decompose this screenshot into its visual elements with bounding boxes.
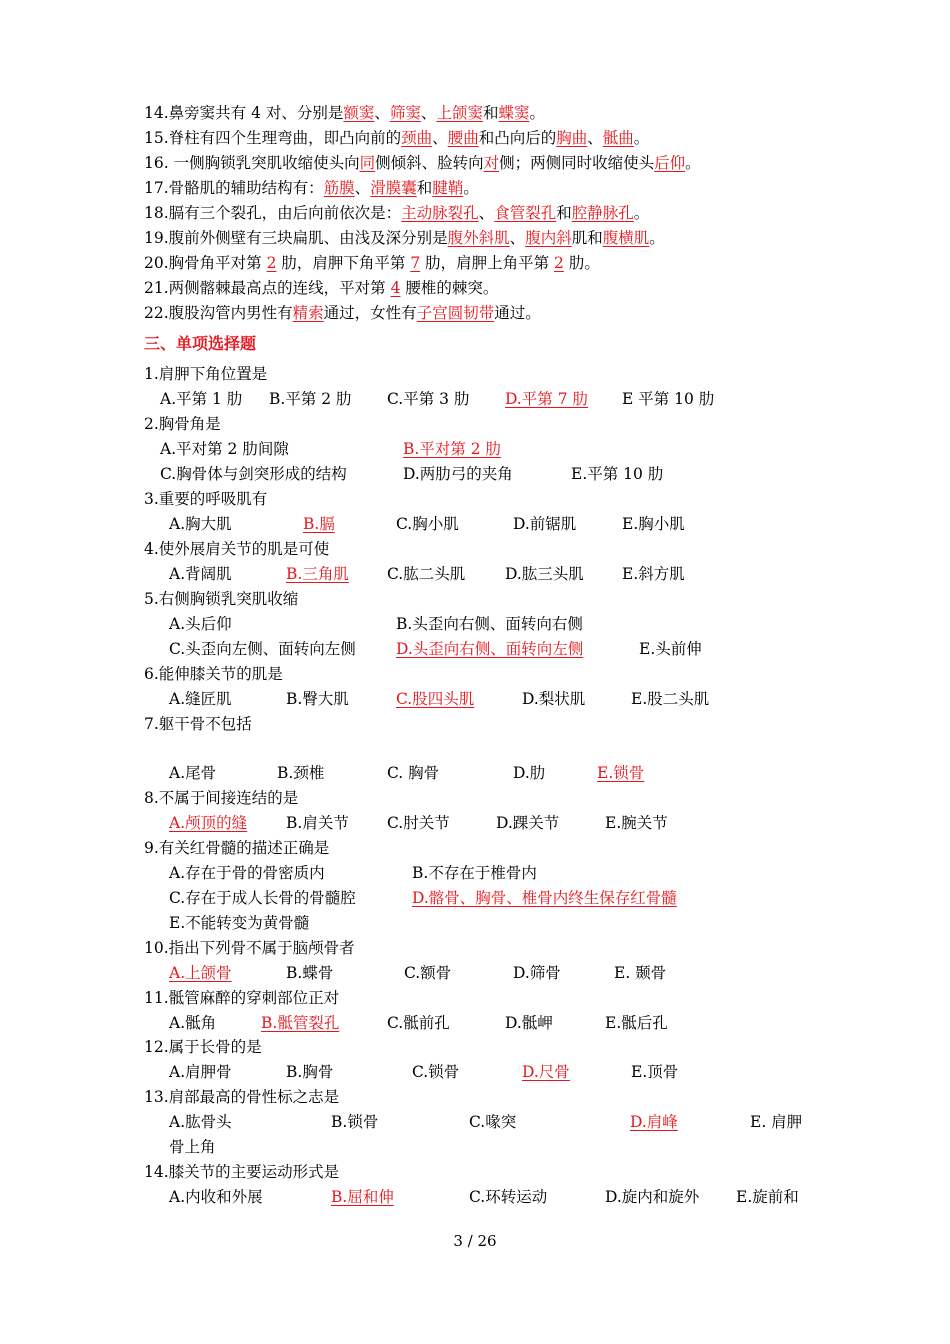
line-text: 。 [685, 154, 701, 172]
line-text: 肋，肩胛下角平第 [276, 254, 411, 272]
line-text: 15.脊柱有四个生理弯曲，即凸向前的 [144, 129, 402, 147]
correct-option: A.颅顶的缝 [169, 814, 248, 832]
line-text: 、 [432, 129, 448, 147]
answer-text: 腹内斜 [525, 229, 572, 247]
fill-blank-question [144, 151, 701, 176]
option: B.平第 2 肋 [269, 390, 352, 408]
question-stem: 10.指出下列骨不属于脑颅骨者 [144, 939, 355, 957]
line-text: 肋。 [563, 254, 600, 272]
question-stem: 11.骶管麻醉的穿刺部位正对 [144, 989, 340, 1007]
answer-text: 2 [266, 254, 277, 272]
line-text: 18.膈有三个裂孔，由后向前依次是： [144, 204, 402, 222]
question-stem: 13.肩部最高的骨性标之志是 [144, 1088, 340, 1106]
line-text: 、 [587, 129, 603, 147]
line-text: 。 [463, 179, 479, 197]
answer-text: 上颌窦 [436, 104, 483, 122]
correct-option: B.平对第 2 肋 [403, 440, 502, 458]
option: C.胸骨体与剑突形成的结构 [160, 465, 347, 483]
option: 骨上角 [169, 1138, 216, 1156]
answer-text: 主动脉裂孔 [401, 204, 479, 222]
answer-text: 食管裂孔 [494, 204, 557, 222]
option: A.肱骨头 [169, 1113, 232, 1131]
answer-text: 同 [359, 154, 376, 172]
line-text: 和 [556, 204, 572, 222]
line-text: 。 [529, 104, 545, 122]
option: E.股二头肌 [631, 690, 710, 708]
question-stem: 5.右侧胸锁乳突肌收缩 [144, 590, 299, 608]
option: E.斜方肌 [622, 565, 685, 583]
option: B.臀大肌 [286, 690, 349, 708]
answer-text: 腰曲 [447, 129, 479, 147]
option: A.平第 1 肋 [160, 390, 243, 408]
line-text: 16. 一侧胸锁乳突肌收缩使头向 [144, 154, 360, 172]
answer-text: 精索 [292, 304, 324, 322]
line-text: 侧倾斜、脸转向 [375, 154, 484, 172]
answer-text: 子宫圆韧带 [416, 304, 495, 322]
correct-option: D.髂骨、胸骨、椎骨内终生保存红骨髓 [412, 889, 677, 907]
line-text: 。 [633, 129, 650, 147]
question-stem: 2.胸骨角是 [144, 415, 221, 433]
fill-blank-question [144, 226, 665, 251]
option: B.头歪向右侧、面转向右侧 [396, 615, 583, 633]
line-text: 腰椎的棘突。 [400, 279, 499, 297]
option: E.头前伸 [639, 640, 702, 658]
answer-text: 颈曲 [401, 129, 433, 147]
option: D.肋 [513, 764, 546, 782]
correct-option: A.上颌骨 [169, 964, 232, 982]
line-text: 20.胸骨角平对第 [144, 254, 267, 272]
option: B.蝶骨 [286, 964, 334, 982]
option: C.肱二头肌 [387, 565, 466, 583]
option: E.骶后孔 [605, 1014, 668, 1032]
answer-text: 筛窦 [389, 104, 421, 122]
option: B.不存在于椎骨内 [412, 864, 537, 882]
line-text: 肋，肩胛上角平第 [420, 254, 555, 272]
question-stem: 14.膝关节的主要运动形式是 [144, 1163, 340, 1181]
option: E.顶骨 [631, 1063, 679, 1081]
option: D.梨状肌 [522, 690, 586, 708]
page-number: 3 / 26 [453, 1232, 497, 1250]
line-text: 和 [416, 179, 433, 197]
line-text: 21.两侧髂棘最高点的连线，平对第 [144, 279, 391, 297]
option: C.胸小肌 [396, 515, 459, 533]
option: E.胸小肌 [622, 515, 685, 533]
option: E.腕关节 [605, 814, 668, 832]
option: E 平第 10 肋 [622, 390, 715, 408]
answer-text: 对 [483, 154, 500, 172]
answer-text: 胸曲 [556, 129, 588, 147]
correct-option: D.尺骨 [522, 1063, 570, 1081]
answer-text: 4 [390, 279, 401, 297]
line-text: 、 [509, 229, 526, 247]
option: C. 胸骨 [387, 764, 440, 782]
answer-text: 腹外斜肌 [447, 229, 510, 247]
correct-option: B.膈 [303, 515, 335, 533]
option: B.颈椎 [277, 764, 325, 782]
option: A.存在于骨的骨密质内 [169, 864, 325, 882]
correct-option: C.股四头肌 [396, 690, 475, 708]
line-text: 。 [633, 204, 650, 222]
line-text: 通过，女性有 [323, 304, 417, 322]
question-stem: 3.重要的呼吸肌有 [144, 490, 268, 508]
option: E.不能转变为黄骨髓 [169, 914, 310, 932]
option: C.喙突 [469, 1113, 517, 1131]
option: D.筛骨 [513, 964, 561, 982]
line-text: 22.腹股沟管内男性有 [144, 304, 293, 322]
option: D.肱三头肌 [505, 565, 584, 583]
correct-option: D.平第 7 肋 [505, 390, 589, 408]
line-text: 17.骨骼肌的辅助结构有： [144, 179, 324, 197]
option: B.胸骨 [286, 1063, 334, 1081]
fill-blank-question [144, 126, 649, 151]
option: C.环转运动 [469, 1188, 548, 1206]
option: C.肘关节 [387, 814, 450, 832]
option: A.缝匠肌 [169, 690, 232, 708]
answer-text: 骶曲 [602, 129, 634, 147]
fill-blank-question [144, 201, 649, 226]
line-text: 和 [482, 104, 499, 122]
question-stem: 9.有关红骨髓的描述正确是 [144, 839, 330, 857]
correct-option: D.头歪向右侧、面转向左侧 [396, 640, 584, 658]
option: A.尾骨 [169, 764, 217, 782]
line-text: 19.腹前外侧壁有三块扁肌、由浅及深分别是 [144, 229, 448, 247]
line-text: 、 [478, 204, 495, 222]
answer-text: 2 [554, 254, 564, 272]
line-text: 侧；两侧同时收缩使头 [499, 154, 655, 172]
option: A.平对第 2 肋间隙 [160, 440, 289, 458]
fill-blank-question [144, 101, 545, 126]
fill-blank-question [144, 301, 541, 326]
option: B.肩关节 [286, 814, 349, 832]
question-stem: 1.肩胛下角位置是 [144, 365, 268, 383]
fill-blank-question [144, 251, 600, 276]
option: C.额骨 [404, 964, 452, 982]
option: D.旋内和旋外 [605, 1188, 700, 1206]
line-text: 肌和 [571, 229, 603, 247]
answer-text: 筋膜 [323, 179, 355, 197]
option: C.骶前孔 [387, 1014, 450, 1032]
option: D.两肋弓的夹角 [403, 465, 513, 483]
option: A.骶角 [169, 1014, 217, 1032]
answer-text: 腹横肌 [602, 229, 650, 247]
option: B.锁骨 [331, 1113, 379, 1131]
fill-blank-question [144, 276, 498, 301]
correct-option: E.锁骨 [597, 764, 645, 782]
correct-option: B.屈和伸 [331, 1188, 394, 1206]
question-stem: 12.属于长骨的是 [144, 1038, 262, 1056]
option: A.肩胛骨 [169, 1063, 232, 1081]
question-stem: 6.能伸膝关节的肌是 [144, 665, 283, 683]
line-text: 、 [354, 179, 371, 197]
line-text: 、 [420, 104, 437, 122]
option: E. 颞骨 [614, 964, 667, 982]
option: D.前锯肌 [513, 515, 577, 533]
fill-blank-question [144, 176, 479, 201]
answer-text: 蝶窦 [498, 104, 530, 122]
correct-option: B.三角肌 [286, 565, 349, 583]
option: A.内收和外展 [169, 1188, 263, 1206]
line-text: 。 [649, 229, 665, 247]
answer-text: 后仰 [654, 154, 686, 172]
question-stem: 7.躯干骨不包括 [144, 715, 252, 733]
option: C.头歪向左侧、面转向左侧 [169, 640, 356, 658]
line-text: 14.鼻旁窦共有 4 对、分别是 [144, 104, 344, 122]
section-title: 三、单项选择题 [144, 334, 257, 353]
correct-option: D.肩峰 [630, 1113, 678, 1131]
option: E. 肩胛 [750, 1113, 803, 1131]
answer-text: 7 [410, 254, 421, 272]
option: A.背阔肌 [169, 565, 232, 583]
answer-text: 额窦 [343, 104, 375, 122]
option: A.胸大肌 [169, 515, 232, 533]
option: D.骶岬 [505, 1014, 553, 1032]
answer-text: 腱鞘 [432, 179, 464, 197]
answer-text: 腔静脉孔 [571, 204, 634, 222]
option: E.平第 10 肋 [571, 465, 664, 483]
option: E.旋前和 [736, 1188, 799, 1206]
correct-option: B.骶管裂孔 [261, 1014, 340, 1032]
option: C.存在于成人长骨的骨髓腔 [169, 889, 356, 907]
line-text: 、 [374, 104, 390, 122]
question-stem: 8.不属于间接连结的是 [144, 789, 299, 807]
option: C.锁骨 [412, 1063, 460, 1081]
option: A.头后仰 [169, 615, 232, 633]
answer-text: 滑膜囊 [370, 179, 417, 197]
option: C.平第 3 肋 [387, 390, 470, 408]
question-stem: 4.使外展肩关节的肌是可使 [144, 540, 330, 558]
line-text: 通过。 [494, 304, 541, 322]
line-text: 和凸向后的 [478, 129, 557, 147]
option: D.踝关节 [496, 814, 560, 832]
